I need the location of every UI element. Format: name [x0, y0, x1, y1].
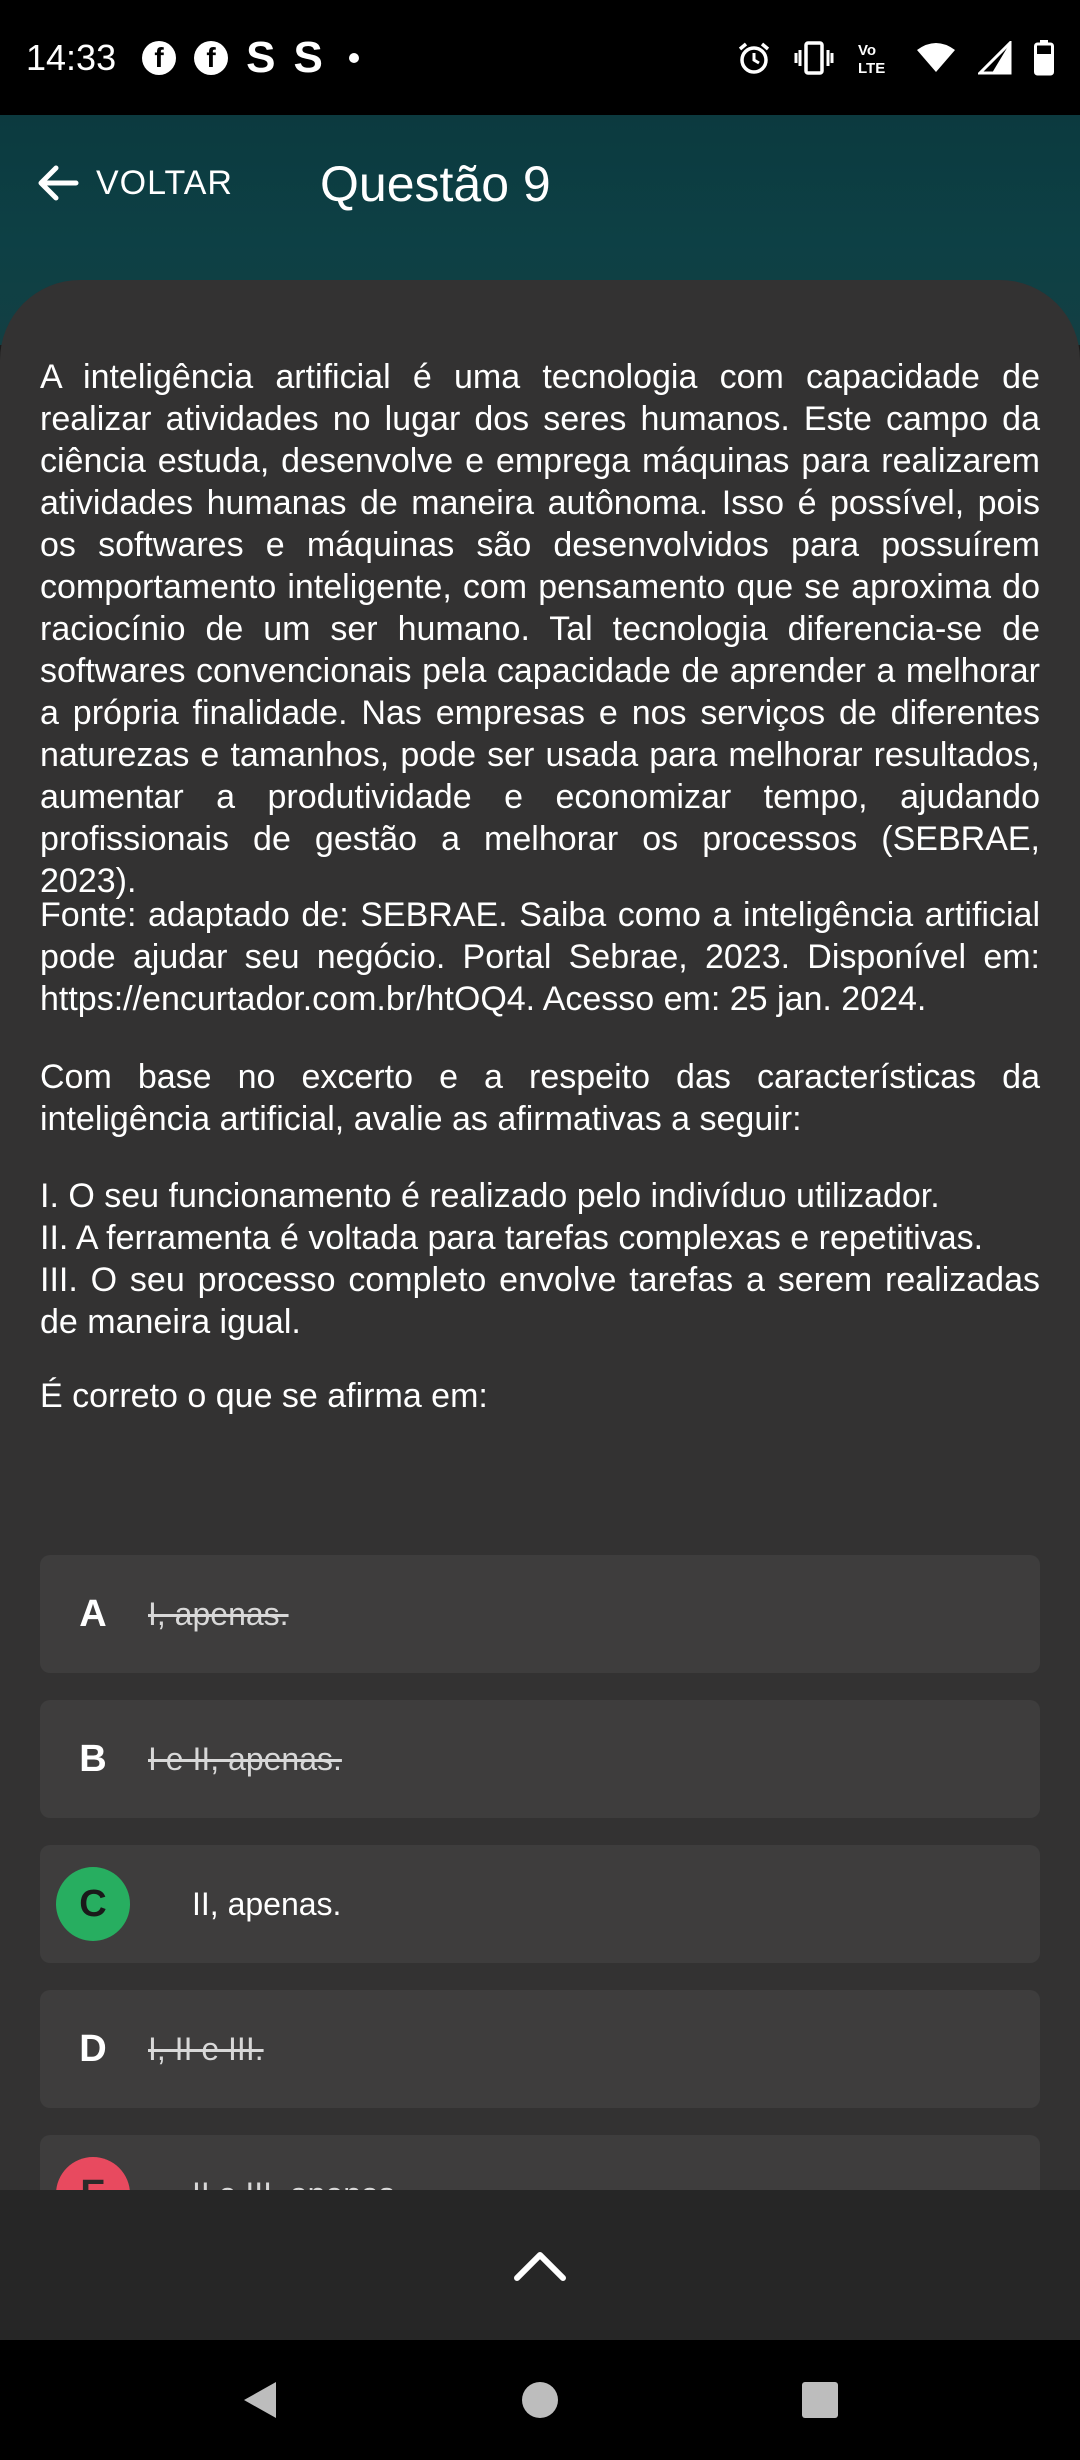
signal-icon	[978, 41, 1012, 75]
question-ask: É correto o que se afirma em:	[40, 1377, 488, 1415]
status-left	[26, 32, 359, 82]
question-source: Fonte: adaptado de: SEBRAE. Saiba como a inteligência artificial pode ajudar seu negócio. Portal Sebrae, 2023. Disponível em: https://encurtador.com.br/htOQ4. Acesso em: 25 jan. 2024.	[40, 896, 1040, 1018]
statement-2: II. A ferramenta é voltada para tarefas complexas e repetitivas.	[40, 1219, 984, 1257]
back-button[interactable]	[36, 163, 233, 203]
s-app-icon: S	[293, 32, 323, 82]
alarm-icon	[736, 40, 772, 76]
battery-icon	[1034, 40, 1054, 76]
option-letter: D	[79, 2028, 107, 2070]
chevron-up-icon[interactable]	[512, 2247, 568, 2283]
option-c[interactable]	[40, 1845, 1040, 1963]
option-text: I e II, apenas.	[148, 1741, 342, 1777]
home-circle-icon[interactable]	[520, 2380, 560, 2420]
option-letter: A	[79, 1593, 107, 1635]
back-label: VOLTAR	[96, 163, 233, 202]
facebook-icon: f	[194, 41, 228, 75]
option-b[interactable]	[40, 1700, 1040, 1818]
recents-square-icon[interactable]	[800, 2380, 840, 2420]
vibrate-icon	[794, 40, 834, 76]
volte-top-label: Vo	[858, 41, 877, 59]
option-d[interactable]	[40, 1990, 1040, 2108]
status-right	[736, 39, 1054, 77]
dot-icon	[349, 53, 359, 63]
facebook-icon: f	[142, 41, 176, 75]
status-bar	[0, 0, 1080, 115]
option-text: II, apenas.	[192, 1886, 342, 1922]
option-text: I, II e III.	[148, 2031, 264, 2067]
wifi-icon	[916, 42, 956, 74]
volte-icon	[856, 39, 894, 77]
statement-3: III. O seu processo completo envolve tarefas a serem realizadas de maneira igual.	[40, 1261, 1040, 1341]
volte-bottom-label: LTE	[858, 59, 886, 77]
question-prompt: Com base no excerto e a respeito das características da inteligência artificial, avalie as afirmativas a seguir:	[40, 1058, 1040, 1138]
status-time: 14:33	[26, 36, 117, 78]
option-text: I, apenas.	[148, 1596, 289, 1632]
back-triangle-icon[interactable]	[240, 2378, 280, 2422]
page-title: Questão 9	[320, 156, 551, 212]
question-card	[0, 280, 1080, 2190]
arrow-left-icon	[36, 163, 80, 203]
bottom-bar	[0, 2190, 1080, 2340]
option-a[interactable]	[40, 1555, 1040, 1673]
option-letter: B	[79, 1738, 107, 1780]
option-letter-selected: C	[56, 1867, 130, 1941]
system-nav-bar	[0, 2340, 1080, 2460]
question-paragraph: A inteligência artificial é uma tecnologia com capacidade de realizar atividades no lugar dos seres humanos. Este campo da ciência estuda, desenvolve e emprega máquinas para realizarem atividades humanas de maneira autônoma. Isso é possível, pois os softwares e máquinas são desenvolvidos para possuírem comportamento inteligente, com pensamento que se aproxima do raciocínio de um ser humano. Tal tecnologia diferencia-se de softwares convencionais pela capacidade de aprender a melhorar a própria finalidade. Nas empresas e nos serviços de diferentes naturezas e tamanhos, pode ser usada para melhorar resultados, aumentar a produtividade e economizar tempo, ajudando profissionais de gestão a melhorar os processos (SEBRAE, 2023).	[40, 358, 1040, 900]
s-app-icon: S	[246, 32, 276, 82]
statement-1: I. O seu funcionamento é realizado pelo indivíduo utilizador.	[40, 1177, 940, 1215]
